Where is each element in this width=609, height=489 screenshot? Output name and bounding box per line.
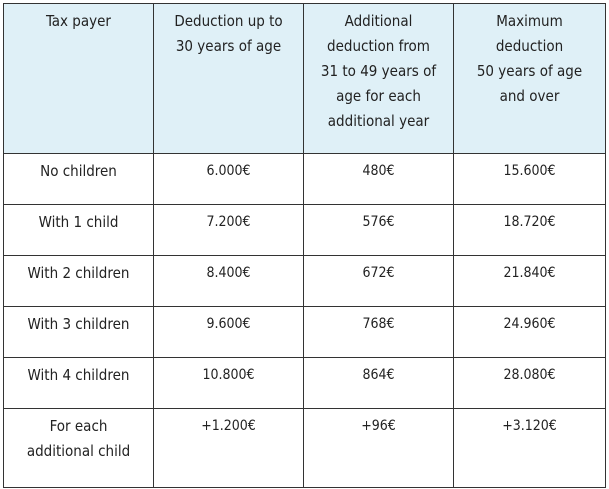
header-deduction-up-to-30-label: Deduction up to 30 years of age bbox=[174, 12, 283, 55]
max-50-over-cell bbox=[454, 205, 606, 256]
row-label: With 1 child bbox=[38, 213, 119, 231]
max-50-over-value: 24.960€ bbox=[503, 316, 556, 332]
row-label: For each additional child bbox=[26, 417, 131, 460]
table-row bbox=[4, 205, 606, 256]
row-label-cell bbox=[4, 154, 154, 205]
table-header bbox=[4, 4, 606, 154]
up-to-30-cell bbox=[154, 205, 304, 256]
table-row bbox=[4, 409, 606, 488]
additional-31-49-value: 480€ bbox=[362, 163, 395, 179]
max-50-over-cell bbox=[454, 409, 606, 488]
up-to-30-cell bbox=[154, 358, 304, 409]
row-label-cell bbox=[4, 409, 154, 488]
header-additional-deduction-31-49 bbox=[304, 4, 454, 154]
additional-31-49-value: +96€ bbox=[361, 418, 396, 434]
row-label-cell bbox=[4, 256, 154, 307]
row-label-cell bbox=[4, 307, 154, 358]
up-to-30-cell bbox=[154, 409, 304, 488]
header-tax-payer-label: Tax payer bbox=[46, 12, 111, 30]
up-to-30-value: 7.200€ bbox=[206, 214, 251, 230]
table-body bbox=[4, 154, 606, 488]
max-50-over-cell bbox=[454, 154, 606, 205]
max-50-over-value: +3.120€ bbox=[502, 418, 557, 434]
header-additional-deduction-31-49-label: Additional deduction from 31 to 49 years of age for each additional year bbox=[320, 12, 437, 130]
additional-31-49-cell bbox=[304, 307, 454, 358]
max-50-over-cell bbox=[454, 256, 606, 307]
max-50-over-value: 15.600€ bbox=[503, 163, 556, 179]
additional-31-49-value: 576€ bbox=[362, 214, 395, 230]
header-maximum-deduction-50-over-label: Maximum deduction 50 years of age and over bbox=[476, 12, 583, 105]
additional-31-49-cell bbox=[304, 154, 454, 205]
max-50-over-cell bbox=[454, 307, 606, 358]
up-to-30-value: 10.800€ bbox=[202, 367, 255, 383]
header-deduction-up-to-30 bbox=[154, 4, 304, 154]
tax-deduction-table bbox=[3, 3, 606, 488]
additional-31-49-cell bbox=[304, 256, 454, 307]
up-to-30-cell bbox=[154, 307, 304, 358]
up-to-30-cell bbox=[154, 154, 304, 205]
row-label-cell bbox=[4, 358, 154, 409]
additional-31-49-cell bbox=[304, 205, 454, 256]
additional-31-49-cell bbox=[304, 358, 454, 409]
up-to-30-value: 9.600€ bbox=[206, 316, 251, 332]
max-50-over-value: 21.840€ bbox=[503, 265, 556, 281]
up-to-30-cell bbox=[154, 256, 304, 307]
row-label-cell bbox=[4, 205, 154, 256]
additional-31-49-value: 864€ bbox=[362, 367, 395, 383]
header-tax-payer bbox=[4, 4, 154, 154]
row-label: With 2 children bbox=[27, 264, 130, 282]
max-50-over-value: 28.080€ bbox=[503, 367, 556, 383]
table-row bbox=[4, 307, 606, 358]
table-row bbox=[4, 154, 606, 205]
additional-31-49-value: 768€ bbox=[362, 316, 395, 332]
row-label: With 3 children bbox=[27, 315, 130, 333]
row-label: No children bbox=[40, 162, 117, 180]
row-label: With 4 children bbox=[27, 366, 130, 384]
header-row bbox=[4, 4, 606, 154]
header-maximum-deduction-50-over bbox=[454, 4, 606, 154]
max-50-over-value: 18.720€ bbox=[503, 214, 556, 230]
table-row bbox=[4, 256, 606, 307]
additional-31-49-cell bbox=[304, 409, 454, 488]
up-to-30-value: 6.000€ bbox=[206, 163, 251, 179]
additional-31-49-value: 672€ bbox=[362, 265, 395, 281]
up-to-30-value: +1.200€ bbox=[201, 418, 256, 434]
max-50-over-cell bbox=[454, 358, 606, 409]
table-row bbox=[4, 358, 606, 409]
up-to-30-value: 8.400€ bbox=[206, 265, 251, 281]
